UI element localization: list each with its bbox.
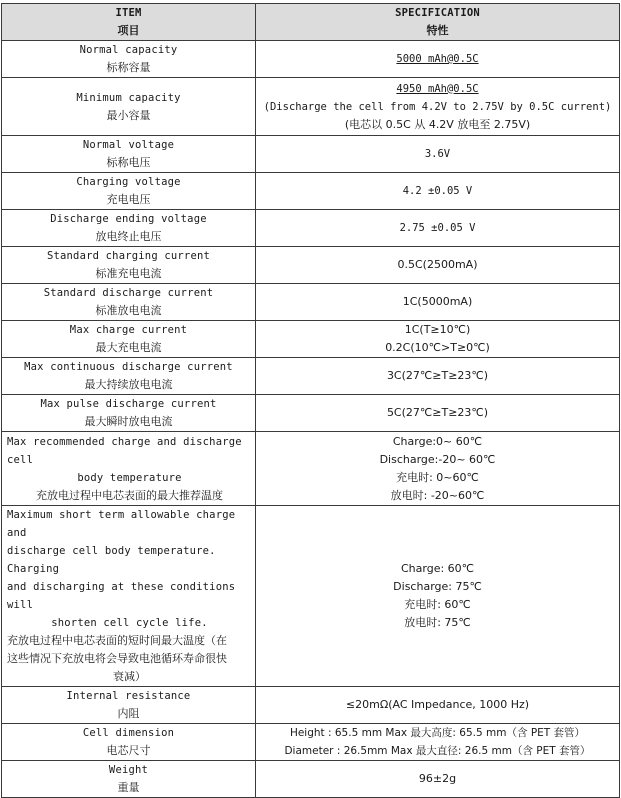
item-en: Standard charging current (46, 250, 211, 262)
spec-line: Discharge:-20~ 60℃ (379, 452, 496, 466)
spec-cell (256, 78, 620, 136)
item-line: Maximum short term allowable charge and (7, 509, 236, 539)
spec-line: 5000 mAh@0.5C (396, 53, 479, 65)
item-header-en: ITEM (115, 7, 142, 19)
item-en: Normal capacity (79, 44, 178, 56)
spec-line: Charge:0~ 60℃ (392, 434, 483, 448)
spec-cell (256, 41, 620, 78)
table-row-internal-resistance (2, 687, 620, 724)
table-row-max-charge-current (2, 321, 620, 358)
item-cell (2, 284, 256, 321)
item-zh: 标准放电电流 (95, 304, 162, 317)
spec-line: 0.2C(10℃>T≥0℃) (385, 341, 490, 354)
spec-line: 1C(T≥10℃) (404, 323, 471, 336)
item-zh: 最大瞬时放电电流 (84, 415, 173, 428)
item-en: Internal resistance (66, 690, 191, 702)
spec-line: Diameter : 26.5mm Max 最大直径: 26.5 mm（含 PET 套管） (284, 745, 591, 757)
item-line: body temperature (77, 471, 182, 484)
spec-line: 4.2 ±0.05 V (402, 185, 473, 197)
item-zh: 电芯尺寸 (106, 744, 151, 757)
item-en: Normal voltage (82, 139, 175, 151)
item-cell (2, 78, 256, 136)
item-cell (2, 358, 256, 395)
item-zh: 内阻 (117, 707, 140, 720)
spec-header-en: SPECIFICATION (395, 7, 480, 19)
spec-cell (256, 173, 620, 210)
spec-line: 4950 mAh@0.5C (396, 82, 479, 95)
item-cell (2, 724, 256, 761)
spec-line: 3.6V (424, 148, 451, 160)
item-en: Max continuous discharge current (24, 361, 233, 373)
spec-line: 3C(27℃≥T≥23℃) (386, 369, 489, 382)
table-row-max-recommended-temperature (2, 432, 620, 506)
table-row-normal-capacity (2, 41, 620, 78)
spec-cell (256, 724, 620, 761)
item-zh: 充电电压 (106, 193, 151, 206)
item-line: 充放电过程中电芯表面的短时间最大温度（在 (7, 634, 227, 647)
table-row-charging-voltage (2, 173, 620, 210)
spec-line: 放电时: -20~60℃ (390, 488, 485, 502)
table-header-row (2, 4, 620, 41)
spec-cell (256, 247, 620, 284)
spec-line: Charge: 60℃ (400, 562, 475, 575)
table-row-minimum-capacity (2, 78, 620, 136)
item-cell (2, 506, 256, 687)
spec-header-cell (256, 4, 620, 41)
item-cell (2, 761, 256, 798)
spec-cell (256, 210, 620, 247)
item-header-cell (2, 4, 256, 41)
item-line: 充放电过程中电芯表面的最大推荐温度 (36, 488, 223, 502)
item-en: Weight (108, 764, 149, 776)
spec-line: (电芯以 0.5C 从 4.2V 放电至 2.75V) (344, 117, 531, 131)
item-line: 这些情况下充放电将会导致电池循环寿命很快 (7, 652, 227, 665)
table-row-cell-dimension (2, 724, 620, 761)
item-en: Max pulse discharge current (40, 398, 217, 410)
spec-line: 0.5C(2500mA) (397, 258, 478, 271)
spec-cell (256, 761, 620, 798)
spec-cell (256, 506, 620, 687)
table-row-standard-charging-current (2, 247, 620, 284)
spec-line: Discharge: 75℃ (393, 580, 482, 593)
item-cell (2, 210, 256, 247)
table-row-max-short-term-temperature (2, 506, 620, 687)
item-zh: 最大持续放电电流 (84, 378, 173, 391)
item-cell (2, 687, 256, 724)
spec-line: 充电时: 0~60℃ (396, 470, 479, 484)
spec-cell (256, 687, 620, 724)
item-line: discharge cell body temperature. Charging (7, 545, 216, 575)
item-zh: 标称电压 (106, 156, 151, 169)
item-zh: 标准充电电流 (95, 267, 162, 280)
item-en: Max charge current (69, 324, 188, 336)
item-zh: 最小容量 (106, 108, 151, 122)
spec-cell (256, 395, 620, 432)
specification-table (1, 3, 620, 798)
item-line: Max recommended charge and discharge cell (7, 435, 242, 466)
item-cell (2, 41, 256, 78)
item-cell (2, 136, 256, 173)
spec-line: ≤20mΩ(AC Impedance, 1000 Hz) (345, 698, 530, 711)
item-line: shorten cell cycle life. (51, 617, 208, 629)
table-row-max-continuous-discharge-current (2, 358, 620, 395)
item-cell (2, 432, 256, 506)
spec-line: 5C(27℃≥T≥23℃) (386, 406, 489, 419)
spec-line: 2.75 ±0.05 V (399, 222, 476, 234)
item-en: Cell dimension (82, 727, 175, 739)
table-row-weight (2, 761, 620, 798)
table-row-standard-discharge-current (2, 284, 620, 321)
item-header-zh: 项目 (117, 24, 140, 37)
table-row-max-pulse-discharge-current (2, 395, 620, 432)
spec-header-zh: 特性 (426, 24, 449, 37)
item-en: Charging voltage (76, 176, 181, 188)
spec-line: 96±2g (418, 772, 457, 785)
spec-cell (256, 136, 620, 173)
item-en: Discharge ending voltage (50, 213, 207, 225)
item-line: and discharging at these conditions will (7, 581, 236, 611)
spec-cell (256, 358, 620, 395)
spec-cell (256, 321, 620, 358)
spec-cell (256, 432, 620, 506)
item-zh: 放电终止电压 (95, 230, 162, 243)
item-cell (2, 173, 256, 210)
item-zh: 重量 (117, 781, 140, 794)
item-en: Standard discharge current (43, 287, 214, 299)
spec-line: 1C(5000mA) (402, 295, 473, 308)
spec-line: (Discharge the cell from 4.2V to 2.75V by 0.5C current) (263, 100, 612, 113)
item-zh: 最大充电电流 (95, 341, 162, 354)
item-en: Minimum capacity (76, 91, 181, 104)
item-cell (2, 321, 256, 358)
item-cell (2, 395, 256, 432)
table-row-discharge-ending-voltage (2, 210, 620, 247)
spec-line: 放电时: 75℃ (404, 616, 471, 629)
spec-cell (256, 284, 620, 321)
spec-line: Height : 65.5 mm Max 最大高度: 65.5 mm（含 PET 套管） (289, 727, 586, 739)
spec-line: 充电时: 60℃ (404, 598, 471, 611)
item-zh: 标称容量 (106, 61, 151, 74)
item-cell (2, 247, 256, 284)
item-line: 衰减） (113, 670, 146, 683)
table-row-normal-voltage (2, 136, 620, 173)
